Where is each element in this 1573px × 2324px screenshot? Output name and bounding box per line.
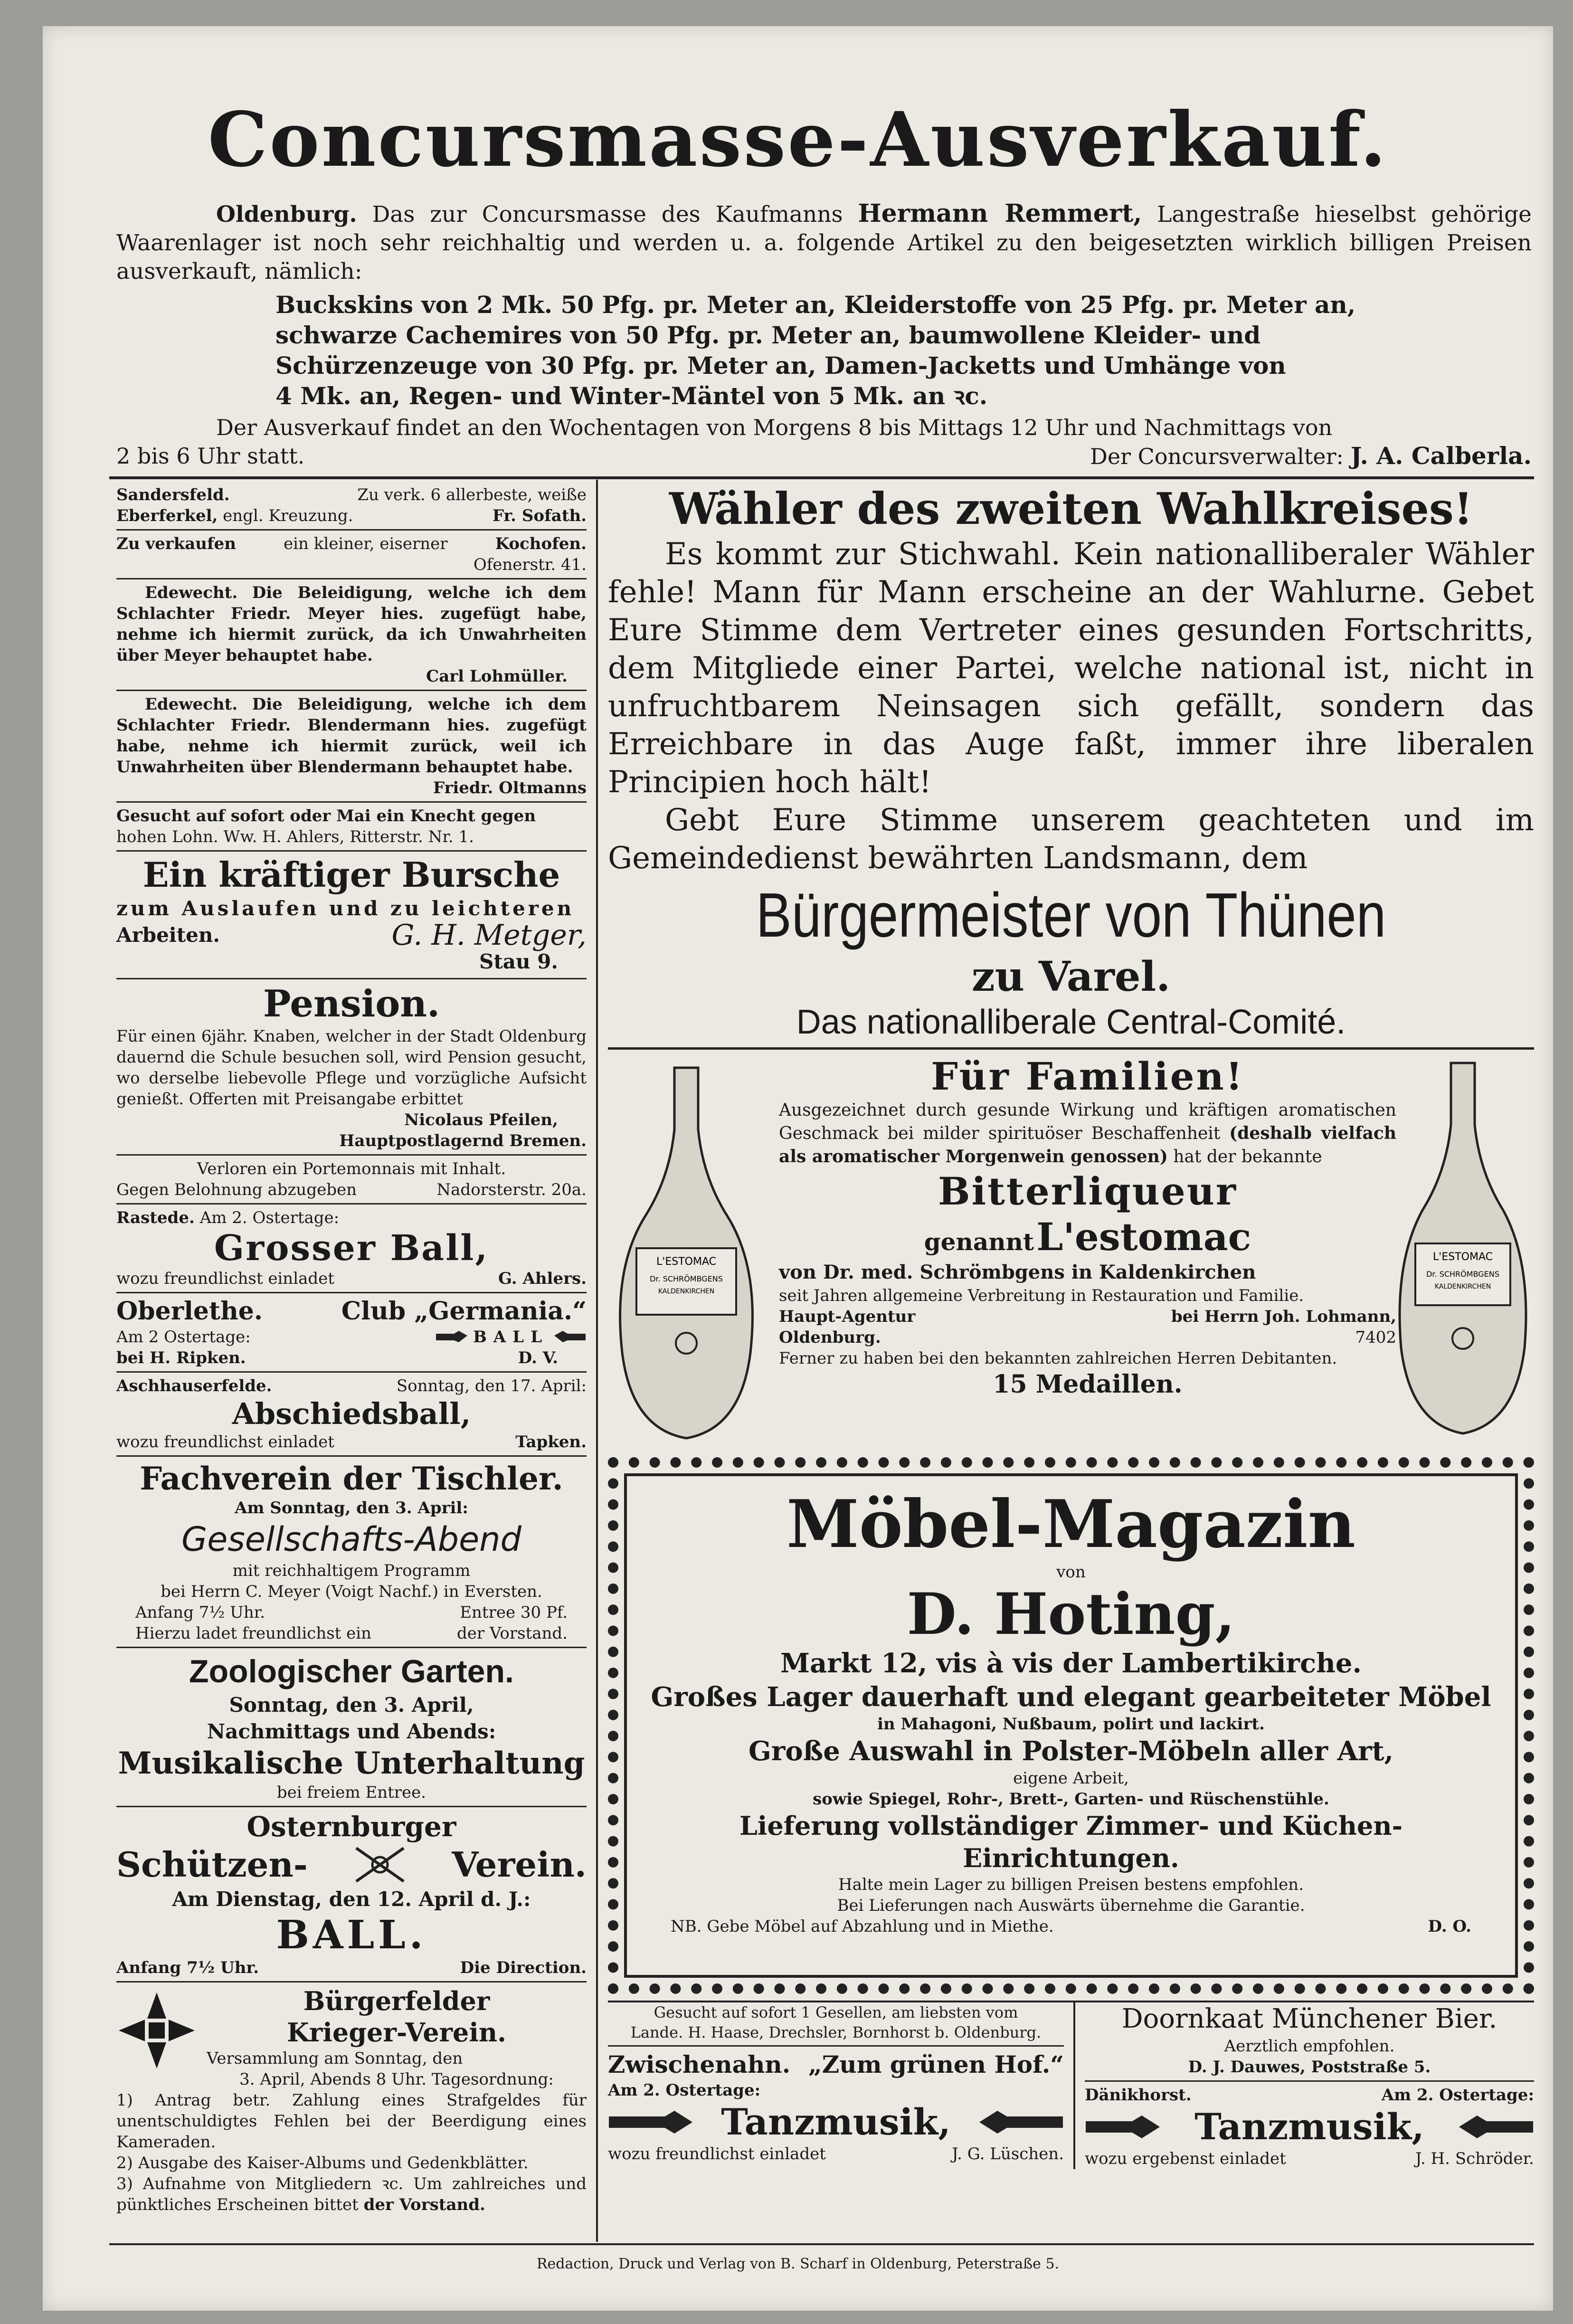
ad-pension <box>116 982 587 1151</box>
ad1-sig: Fr. Sofath. <box>492 506 587 525</box>
bottom-right-ads <box>1075 2002 1534 2169</box>
ad15-sig: der Vorstand. <box>363 2195 485 2214</box>
b4-title: Tanzmusik, <box>1194 2106 1424 2148</box>
ad11-sig: Tapken. <box>515 1432 587 1451</box>
m-addr: Markt 12, vis à vis der Lambertikirche. <box>780 1648 1362 1679</box>
f-called: genannt <box>924 1228 1034 1256</box>
ad10-club: Club „Germania.“ <box>341 1297 587 1326</box>
item-line-2: schwarze Cachemires von 50 Pfg. pr. Meter an, baumwollene Kleider- und <box>275 321 1261 349</box>
ad12-program: mit reichhaltigem Programm <box>232 1561 471 1580</box>
pointing-hand-icon <box>553 1329 587 1345</box>
intro-text-1: Das zur Concursmasse des Kaufmanns <box>372 201 843 228</box>
ad3-city: Edewecht. <box>145 583 238 602</box>
rule <box>116 1981 587 1983</box>
ad2-head: Zu verkaufen <box>116 534 236 553</box>
f-agent: Haupt-Agentur <box>779 1307 916 1326</box>
ad-moebel <box>608 1457 1534 1994</box>
bottle-label: L'ESTOMAC <box>656 1256 716 1268</box>
m-line5: sowie Spiegel, Rohr-, Brett-, Garten- und Rüschenstühle. <box>813 1790 1329 1809</box>
rule <box>116 1371 587 1373</box>
ad-rastede <box>116 1207 587 1289</box>
ad8-line1: Verloren ein Portemonnais mit Inhalt. <box>197 1159 506 1178</box>
ad12-invite: Hierzu ladet freundlichst ein <box>135 1624 372 1643</box>
admin-name: J. A. Calberla. <box>1350 442 1532 470</box>
ad15-title: Krieger-Verein. <box>287 2017 506 2048</box>
ad9-invite: wozu freundlichst einladet <box>116 1269 334 1288</box>
imprint: Redaction, Druck und Verlag von B. Scharf in Oldenburg, Peterstraße 5. <box>536 2256 1060 2272</box>
bottle-city: KALDENKIRCHEN <box>658 1288 715 1295</box>
ad5-line1: Gesucht auf sofort oder Mai ein Knecht gegen <box>116 806 536 825</box>
ad14-title-b: Verein. <box>452 1844 587 1885</box>
left-column <box>116 484 587 2215</box>
f-number: 7402 <box>1355 1328 1396 1347</box>
ad9-title: Grosser Ball, <box>214 1228 489 1269</box>
ad4-text: Die Beleidigung, welche ich dem Schlachter Friedr. Blendermann hies. zugefügt habe, nehme ich hiermit zurück, weil ich Unwahrheiten über Blendermann behauptet habe. <box>116 695 587 777</box>
admin-label: Der Concursverwalter: <box>1090 444 1344 469</box>
rule <box>116 1455 587 1457</box>
right-column <box>608 482 1534 2169</box>
b4-place: Dänikhorst. <box>1085 2086 1192 2105</box>
b2-title: Tanzmusik, <box>721 2101 951 2143</box>
ad13-date: Sonntag, den 3. April, <box>229 1693 474 1717</box>
ad15-item3: 3) Aufnahme von Mitgliedern ꝛc. Um zahlreiches und pünktliches Erscheinen bittet <box>116 2174 587 2214</box>
rule <box>116 690 587 691</box>
hours-block <box>116 413 1532 471</box>
f-product: Bitterliqueur <box>938 1169 1238 1214</box>
ad-waehler <box>608 482 1534 1043</box>
ad9-place: Rastede. <box>116 1208 195 1227</box>
bottle-label: L'ESTOMAC <box>1433 1251 1493 1263</box>
intro-paragraph <box>116 199 1532 286</box>
intro-text-2: Langestraße hieselbst gehörige Waarenlager ist noch sehr reichhaltig und werden u. a. folgende Artikel zu den beigesetzten wirklich billigen Preisen ausverkauft, nämlich: <box>116 201 1532 285</box>
pointing-hand-icon <box>608 2108 693 2136</box>
f-maker: von Dr. med. Schrömbgens in Kaldenkirchen <box>779 1261 1256 1283</box>
ad13-title: Zoologischer Garten. <box>189 1653 514 1689</box>
ad1-item: Eberferkel, <box>116 506 218 525</box>
ad-knecht <box>116 806 587 847</box>
m-line1: Großes Lager dauerhaft und elegant gearbeiteter Möbel <box>651 1681 1491 1713</box>
ad3-sig: Carl Lohmüller. <box>426 667 568 686</box>
ad7-sig1: Nicolaus Pfeilen, <box>404 1110 558 1129</box>
ad9-date: Am 2. Ostertage: <box>199 1208 340 1227</box>
ad-oberlethe <box>116 1296 587 1368</box>
m-line9: NB. Gebe Möbel auf Abzahlung und in Miethe. <box>671 1917 1054 1936</box>
rule <box>116 1647 587 1648</box>
b2-invite: wozu freundlichst einladet <box>608 2144 826 2163</box>
item-line-3: Schürzenzeuge von 30 Pfg. pr. Meter an, Damen-Jacketts und Umhänge von <box>275 351 1286 379</box>
m-von: von <box>1056 1563 1086 1582</box>
b3-sub: Aerztlich empfohlen. <box>1224 2037 1395 2056</box>
b3-sig: D. J. Dauwes, Poststraße 5. <box>1188 2058 1431 2077</box>
w-text: Es kommt zur Stichwahl. Kein nationalliberaler Wähler fehle! Mann für Mann erscheine an der Wahlurne. Gebet Eure Stimme dem Vertreter eines gesunden Fortschritts, dem Mitgliede einer Partei, welche national ist, nicht in unfruchtbarem Neinsagen sich gefällt, sondern das Erreichbare in das Auge faßt, immer ihre liberalen Principien hoch hält! <box>608 537 1534 800</box>
rule <box>116 850 587 852</box>
top-divider <box>109 476 1534 479</box>
ad-aschhauserfelde <box>116 1375 587 1452</box>
ad-tischler <box>116 1460 587 1644</box>
f-text1: Ausgezeichnet durch gesunde Wirkung und kräftigen aromatischen Geschmack bei milder spirituöser Beschaffenheit <box>779 1100 1396 1143</box>
column-divider <box>596 480 598 2242</box>
rule <box>116 529 587 531</box>
ad-schuetzen <box>116 1810 587 1978</box>
headline: Concursmasse-Ausverkauf. <box>208 96 1388 184</box>
rule <box>116 1154 587 1156</box>
item-list <box>275 290 1534 411</box>
iron-cross-icon <box>116 1990 197 2071</box>
m-line8: Bei Lieferungen nach Auswärts übernehme die Garantie. <box>837 1896 1305 1915</box>
ad-familien <box>608 1053 1534 1452</box>
pointing-hand-icon <box>1458 2113 1534 2141</box>
ad7-sig2: Hauptpostlagernd Bremen. <box>339 1131 587 1150</box>
f-title: Für Familien! <box>931 1054 1244 1099</box>
m-name: D. Hoting, <box>907 1581 1235 1648</box>
b2-place: Zwischenahn. <box>608 2050 791 2078</box>
ad14-start: Anfang 7½ Uhr. <box>116 1958 259 1977</box>
ad13-time: Nachmittags und Abends: <box>207 1720 496 1743</box>
m-line4: eigene Arbeit, <box>1013 1769 1129 1788</box>
ad14-date: Am Dienstag, den 12. April d. J.: <box>172 1888 531 1911</box>
f-text3: Ferner zu haben bei den bekannten zahlreichen Herren Debitanten. <box>779 1349 1337 1368</box>
ad15-town: Bürgerfelder <box>303 1986 490 2016</box>
ad6-line1: zum Auslaufen und zu leichteren <box>116 897 575 920</box>
pointing-hand-icon <box>435 1329 468 1345</box>
ad1-text: Zu verk. 6 allerbeste, weiße <box>357 485 587 504</box>
ad15-item2: 2) Ausgabe des Kaiser-Albums und Gedenkblätter. <box>116 2153 529 2172</box>
bottom-left-ads <box>608 2002 1075 2169</box>
f-text2: seit Jahren allgemeine Verbreitung in Restauration und Familie. <box>779 1286 1304 1305</box>
footer-rule <box>109 2243 1534 2245</box>
w-place: zu Varel. <box>971 953 1171 1001</box>
b4-date: Am 2. Ostertage: <box>1381 2086 1534 2105</box>
ad7-text: Für einen 6jähr. Knaben, welcher in der Stadt Oldenburg dauernd die Schule besuchen soll, wird Pension gesucht, wo derselbe liebevolle Pflege und vorzügliche Aufsicht genießt. Offerten mit Preisangabe erbittet <box>116 1027 587 1109</box>
ad12-date: Am Sonntag, den 3. April: <box>235 1499 468 1518</box>
bottle-maker: Dr. SCHRÖMBGENS <box>1426 1270 1499 1279</box>
m-line3: Große Auswahl in Polster-Möbeln aller Art, <box>749 1736 1393 1767</box>
rule <box>116 1292 587 1293</box>
ad1-place: Sandersfeld. <box>116 485 230 504</box>
ad12-start: Anfang 7½ Uhr. <box>135 1603 265 1622</box>
b1-line2: Lande. H. Haase, Drechsler, Bornhorst b. Oldenburg. <box>630 2023 1042 2041</box>
ad14-title-a: Schützen- <box>116 1844 308 1885</box>
ad14-town: Osternburger <box>246 1811 456 1843</box>
ad11-invite: wozu freundlichst einladet <box>116 1432 334 1451</box>
rule <box>1085 2080 1534 2082</box>
ad13-subtitle: Musikalische Unterhaltung <box>118 1745 585 1781</box>
ad12-subtitle: Gesellschafts-Abend <box>181 1520 521 1559</box>
m-line6: Lieferung vollständiger Zimmer- und Küchen-Einrichtungen. <box>739 1811 1403 1873</box>
pointing-hand-icon <box>978 2108 1064 2136</box>
f-medals: 15 Medaillen. <box>993 1370 1183 1399</box>
ad6-line2: Arbeiten. <box>116 923 220 947</box>
ad14-ball: BALL. <box>276 1912 427 1958</box>
m-title: Möbel-Magazin <box>786 1485 1355 1563</box>
b4-sig: J. H. Schröder. <box>1415 2149 1534 2168</box>
ad7-title: Pension. <box>263 982 440 1025</box>
ad15-time: 3. April, Abends 8 Uhr. Tagesordnung: <box>239 2070 554 2089</box>
ad-sandersfeld <box>116 484 587 526</box>
ad1-breed: engl. Kreuzung. <box>223 506 353 525</box>
m-sig: D. O. <box>1428 1917 1471 1936</box>
ad11-date: Sonntag, den 17. April: <box>396 1376 587 1395</box>
bottle-city: KALDENKIRCHEN <box>1434 1283 1491 1290</box>
rule <box>116 578 587 579</box>
w-title: Wähler des zweiten Wahlkreises! <box>669 483 1473 534</box>
ad2-text: ein kleiner, eiserner <box>284 534 448 553</box>
intro-city: Oldenburg. <box>216 201 357 228</box>
m-line2: in Mahagoni, Nußbaum, polirt und lackirt. <box>877 1715 1265 1734</box>
f-text1b: (deshalb vielfach als aromatischer Morgenwein genossen) <box>779 1123 1396 1167</box>
ad10-host: bei H. Ripken. <box>116 1348 246 1367</box>
ad2-addr: Ofenerstr. 41. <box>473 555 587 574</box>
hours-line-2 <box>116 442 1532 471</box>
ad12-title: Fachverein der Tischler. <box>140 1460 563 1497</box>
b1-line1: Gesucht auf sofort 1 Gesellen, am liebsten vom <box>654 2003 1018 2021</box>
ad10-ball: BALL <box>473 1328 549 1347</box>
b3-title: Doornkaat Münchener Bier. <box>1121 2003 1497 2034</box>
w-candidate: Bürgermeister von Thünen <box>756 880 1386 950</box>
b2-sig: J. G. Lüschen. <box>952 2144 1064 2163</box>
b2-venue: „Zum grünen Hof.“ <box>808 2050 1064 2078</box>
ad12-entree: Entree 30 Pf. <box>460 1603 568 1622</box>
ad15-meeting: Versammlung am Sonntag, den <box>207 2049 463 2068</box>
ad-verloren <box>116 1158 587 1200</box>
ad4-city: Edewecht. <box>145 695 238 714</box>
ad11-place: Aschhauserfelde. <box>116 1376 272 1395</box>
bottle-maker: Dr. SCHRÖMBGENS <box>650 1274 723 1283</box>
ad5-line2: hohen Lohn. Ww. H. Ahlers, Ritterstr. Nr. 1. <box>116 827 474 846</box>
bottle-illustration <box>608 1058 765 1448</box>
ad3-text: Die Beleidigung, welche ich dem Schlachter Friedr. Meyer hies. zugefügt habe, nehme ich hiermit zurück, da ich Unwahrheiten über Meyer behauptet habe. <box>116 583 587 665</box>
ad-krieger <box>116 1985 587 2215</box>
bottle-illustration <box>1392 1053 1534 1443</box>
f-text1c: hat der bekannte <box>1173 1147 1322 1167</box>
ad12-venue: bei Herrn C. Meyer (Voigt Nachf.) in Eversten. <box>161 1582 542 1601</box>
w-sig: Das nationalliberale Central-Comité. <box>796 1003 1346 1041</box>
crossed-rifles-icon <box>351 1843 408 1886</box>
ad-bursche <box>116 854 587 975</box>
hours-line-1: Der Ausverkauf findet an den Wochentagen von Morgens 8 bis Mittags 12 Uhr und Nachmittags von <box>216 415 1333 440</box>
merchant-name: Hermann Remmert, <box>858 199 1142 228</box>
ad6-title: Ein kräftiger Bursche <box>142 854 560 895</box>
ad15-item1: 1) Antrag betr. Zahlung eines Strafgeldes für unentschuldigtes Fehlen bei der Beerdigung eines Kameraden. <box>116 2091 587 2152</box>
rule <box>116 1806 587 1807</box>
newspaper-page <box>43 26 1553 2311</box>
item-line-1: Buckskins von 2 Mk. 50 Pfg. pr. Meter an, Kleiderstoffe von 25 Pfg. pr. Meter an, <box>275 291 1356 319</box>
rule <box>608 1047 1534 1050</box>
pointing-hand-icon <box>1085 2113 1161 2141</box>
ad4-sig: Friedr. Oltmanns <box>433 778 587 797</box>
ad10-place: Oberlethe. <box>116 1297 263 1326</box>
ad-edewecht-1 <box>116 582 587 687</box>
ad12-sig: der Vorstand. <box>457 1624 568 1643</box>
bottom-ads <box>608 2001 1534 2169</box>
ad10-sig: D. V. <box>518 1348 558 1367</box>
ad11-title: Abschiedsball, <box>232 1396 471 1431</box>
item-line-4: 4 Mk. an, Regen- und Winter-Mäntel von 5 Mk. an ꝛc. <box>275 382 988 410</box>
b4-invite: wozu ergebenst einladet <box>1085 2149 1286 2168</box>
ad-kochofen <box>116 533 587 575</box>
b2-date: Am 2. Ostertage: <box>608 2081 761 2100</box>
m-line7: Halte mein Lager zu billigen Preisen bestens empfohlen. <box>838 1875 1304 1894</box>
rule <box>608 2045 1064 2047</box>
ad9-sig: G. Ahlers. <box>498 1269 587 1288</box>
ad-edewecht-2 <box>116 694 587 798</box>
rule <box>116 978 587 979</box>
ad13-entree: bei freiem Entree. <box>276 1783 426 1802</box>
f-city: Oldenburg. <box>779 1328 881 1347</box>
rule <box>116 1203 587 1205</box>
f-agent-name: bei Herrn Joh. Lohmann, <box>1171 1307 1396 1326</box>
w-text2: Gebt Eure Stimme unserem geachteten und im Gemeindedienst bewährten Landsmann, dem <box>608 803 1534 876</box>
f-product-name: L'estomac <box>1036 1214 1251 1259</box>
ad8-line2: Gegen Belohnung abzugeben <box>116 1180 357 1199</box>
ad8-addr: Nadorsterstr. 20a. <box>436 1180 587 1199</box>
ad10-date: Am 2 Ostertage: <box>116 1328 251 1347</box>
ad6-sig: G. H. Metger, <box>391 919 587 952</box>
ad-zoo <box>116 1651 587 1803</box>
rule <box>116 801 587 803</box>
ad2-item: Kochofen. <box>495 534 587 553</box>
ad14-sig: Die Direction. <box>460 1958 587 1977</box>
hours-end: 2 bis 6 Uhr statt. <box>116 443 305 469</box>
ad6-addr: Stau 9. <box>479 950 558 973</box>
